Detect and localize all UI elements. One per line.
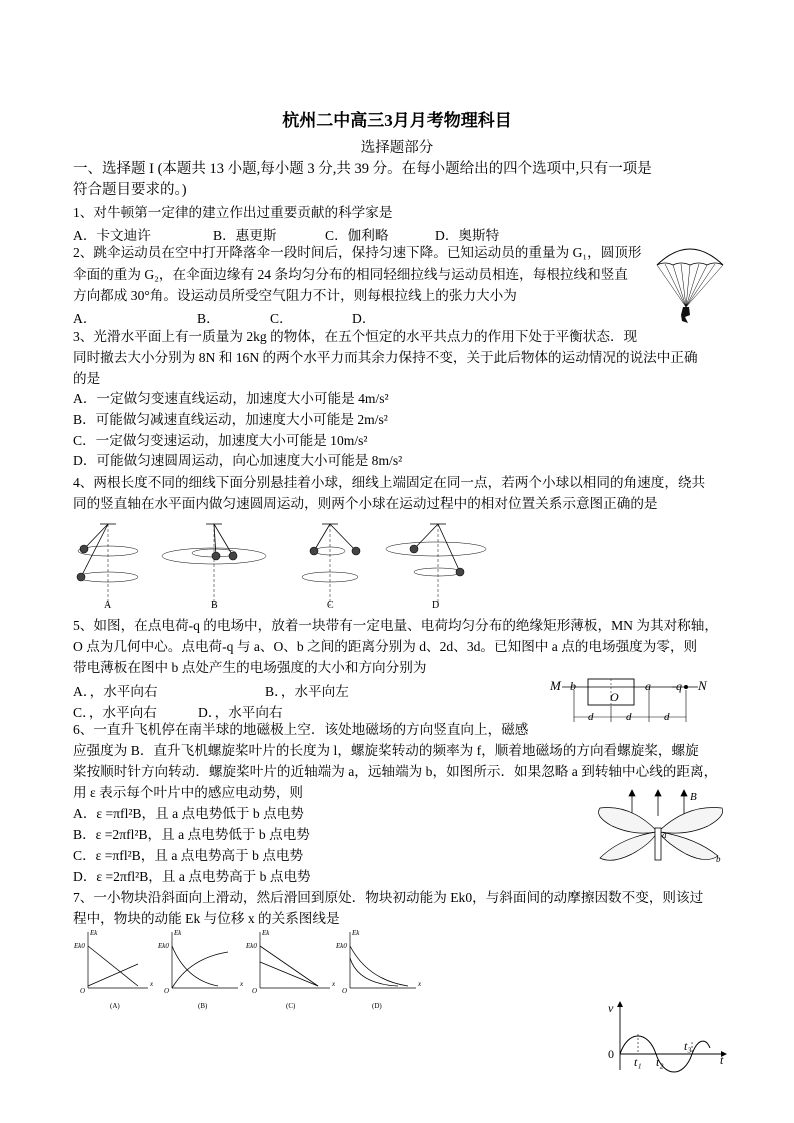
q7-a-axis-o: O <box>80 987 86 995</box>
q6-label-a: a <box>662 830 667 840</box>
q4-label-c: C <box>327 600 334 611</box>
q5-label-m: M <box>550 678 561 693</box>
q5-option-a: A．，水平向右 <box>73 684 158 699</box>
vt-graph <box>598 998 738 1074</box>
q3-option-a: A．一定做匀变速直线运动，加速度大小可能是 4m/s² <box>73 391 389 406</box>
q7-c-axis-o: O <box>252 987 258 995</box>
q6-label-b: b <box>716 854 721 864</box>
q3-line-2: 同时撤去大小分别为 8N 和 16N 的两个水平力而其余力保持不变，关于此后物体的运动情况的说法中正确 <box>73 350 698 365</box>
section-title: 选择题部分 <box>360 140 434 156</box>
q5-figure <box>548 676 718 726</box>
q1-stem: 1、对牛顿第一定律的建立作出过重要贡献的科学家是 <box>73 205 393 220</box>
q5-option-c: C．，水平向右 <box>73 705 157 720</box>
q2-option-a: A． <box>73 311 97 326</box>
q3-line-1: 3、光滑水平面上有一质量为 2kg 的物体，在五个恒定的水平共点力的作用下处于平衡状态．现 <box>73 329 638 344</box>
q5-label-d2: d <box>626 711 632 723</box>
q7-d-axis-y0: Ek0 <box>336 942 347 950</box>
q1-option-c: C．伽利略 <box>325 228 389 243</box>
q7-line-1: 7、一小物块沿斜面向上滑动，然后滑回到原处．物块初动能为 Ek0，与斜面间的动摩擦因数不变，则该过 <box>73 890 704 905</box>
q4-label-a: A <box>104 600 112 611</box>
q6-line-4: 用 ε 表示每个叶片中的感应电动势，则 <box>73 785 304 800</box>
vt-label-t2: t₂ <box>656 1055 664 1069</box>
q1-option-b: B．惠更斯 <box>213 228 277 243</box>
q6-option-a: A．ε =πfl²B，且 a 点电势低于 b 点电势 <box>73 806 304 821</box>
q6-propeller-figure <box>592 786 732 868</box>
q7-graph-label-d: (D) <box>372 1002 382 1010</box>
q7-a-axis-y: Ek <box>90 929 98 937</box>
vt-label-t1: t₁ <box>634 1055 642 1069</box>
q6-label-b-field: B <box>690 791 697 803</box>
q3-option-b: B．可能做匀减速直线运动，加速度大小可能是 2m/s² <box>73 412 388 427</box>
q7-c-axis-y0: Ek0 <box>246 942 257 950</box>
q7-c-axis-y: Ek <box>262 929 270 937</box>
q7-b-axis-y: Ek <box>174 929 182 937</box>
q7-c-axis-x: x <box>332 980 336 988</box>
q2-line-1: 2、跳伞运动员在空中打开降落伞一段时间后，保持匀速下降。已知运动员的重量为 G₁，圆顶形 <box>73 245 642 260</box>
q2-option-c: C． <box>270 311 293 326</box>
q4-line-2: 同的竖直轴在水平面内做匀速圆周运动，则两个小球在运动过程中的相对位置关系示意图正确的是 <box>73 496 658 511</box>
q6-option-b: B．ε =2πfl²B，且 a 点电势低于 b 点电势 <box>73 827 310 842</box>
q6-line-1: 6、一直升飞机停在南半球的地磁极上空．该处地磁场的方向竖直向上，磁感 <box>73 722 529 737</box>
q6-line-2: 应强度为 B．直升飞机螺旋桨叶片的长度为 l，螺旋桨转动的频率为 f，顺着地磁场的方向看螺旋桨，螺旋 <box>73 743 699 758</box>
q1-option-d: D．奥斯特 <box>435 228 500 243</box>
q2-line-2: 伞面的重为 G₂，在伞面边缘有 24 条均匀分布的相同轻细拉线与运动员相连，每根拉线和竖直 <box>73 267 628 282</box>
q6-option-d: D．ε =2πfl²B，且 a 点电势高于 b 点电势 <box>73 869 311 884</box>
q5-line-2: O 点为几何中心。点电荷-q 与 a、O、b 之间的距离分别为 d、2d、3d。已知图中 a 点的电场强度为零，则 <box>73 639 698 654</box>
q7-a-axis-x: x <box>150 980 154 988</box>
q1-option-a: A．卡文迪许 <box>73 228 151 243</box>
q7-b-axis-x: x <box>240 980 244 988</box>
q2-option-b: B． <box>197 311 220 326</box>
intro-line-2: 符合题目要求的。) <box>73 182 187 198</box>
q4-label-d: D <box>432 600 440 611</box>
q3-line-3: 的是 <box>73 371 101 386</box>
page-title: 杭州二中高三3月月考物理科目 <box>282 111 512 130</box>
q2-line-3: 方向都成 30°角。设运动员所受空气阻力不计，则每根拉线上的张力大小为 <box>73 288 517 303</box>
q7-d-axis-x: x <box>418 980 422 988</box>
q5-label-a: a <box>645 679 651 693</box>
q7-d-axis-o: O <box>342 987 348 995</box>
q5-label-n: N <box>698 678 707 693</box>
q5-option-d: D．，水平向右 <box>198 705 283 720</box>
q6-line-3: 桨按顺时针方向转动．螺旋桨叶片的近轴端为 a，远轴端为 b，如图所示．如果忽略 a 到转轴中心线的距离， <box>73 764 718 779</box>
q5-label-o: O <box>610 690 619 704</box>
intro-line-1: 一、选择题 I (本题共 13 小题,每小题 3 分,共 39 分。在每小题给出的四个选项中,只有一项是 <box>73 161 652 177</box>
q7-b-axis-o: O <box>164 987 170 995</box>
q5-label-b: b <box>570 679 576 693</box>
vt-label-v: v <box>608 1001 614 1015</box>
q7-d-axis-y: Ek <box>352 929 360 937</box>
q7-graph-label-a: (A) <box>110 1002 120 1010</box>
q7-graph-label-b: (B) <box>198 1002 208 1010</box>
q5-label-d3: d <box>664 711 670 723</box>
q5-line-3: 带电薄板在图中 b 点处产生的电场强度的大小和方向分别为 <box>73 660 427 675</box>
vt-label-zero: 0 <box>608 1047 614 1061</box>
q7-line-2: 程中，物块的动能 Ek 与位移 x 的关系图线是 <box>73 911 340 926</box>
q3-option-d: D．可能做匀速圆周运动，向心加速度大小可能是 8m/s² <box>73 453 403 468</box>
q3-option-c: C．一定做匀变速运动，加速度大小可能是 10m/s² <box>73 433 368 448</box>
q5-option-b: B．，水平向左 <box>265 684 349 699</box>
q7-graph-label-c: (C) <box>286 1002 296 1010</box>
vt-label-t3: t₃ <box>684 1039 692 1053</box>
q2-option-d: D． <box>352 311 376 326</box>
q4-label-b: B <box>211 600 218 611</box>
q6-option-c: C．ε =πfl²B，且 a 点电势高于 b 点电势 <box>73 848 304 863</box>
parachute-figure <box>655 243 725 329</box>
q5-label-q: -q <box>672 679 682 693</box>
q4-figures <box>68 520 488 612</box>
q7-a-axis-y0: Ek0 <box>74 942 85 950</box>
vt-label-t: t <box>720 1053 724 1067</box>
q7-b-axis-y0: Ek0 <box>158 942 169 950</box>
q7-graphs <box>68 928 428 1018</box>
q5-line-1: 5、如图，在点电荷-q 的电场中，放着一块带有一定电量、电荷均匀分布的绝缘矩形薄板，MN 为其对称轴， <box>73 618 718 633</box>
q4-line-1: 4、两根长度不同的细线下面分别悬挂着小球，细线上端固定在同一点，若两个小球以相同的角速度，绕共 <box>73 475 706 490</box>
q5-label-d1: d <box>588 711 594 723</box>
